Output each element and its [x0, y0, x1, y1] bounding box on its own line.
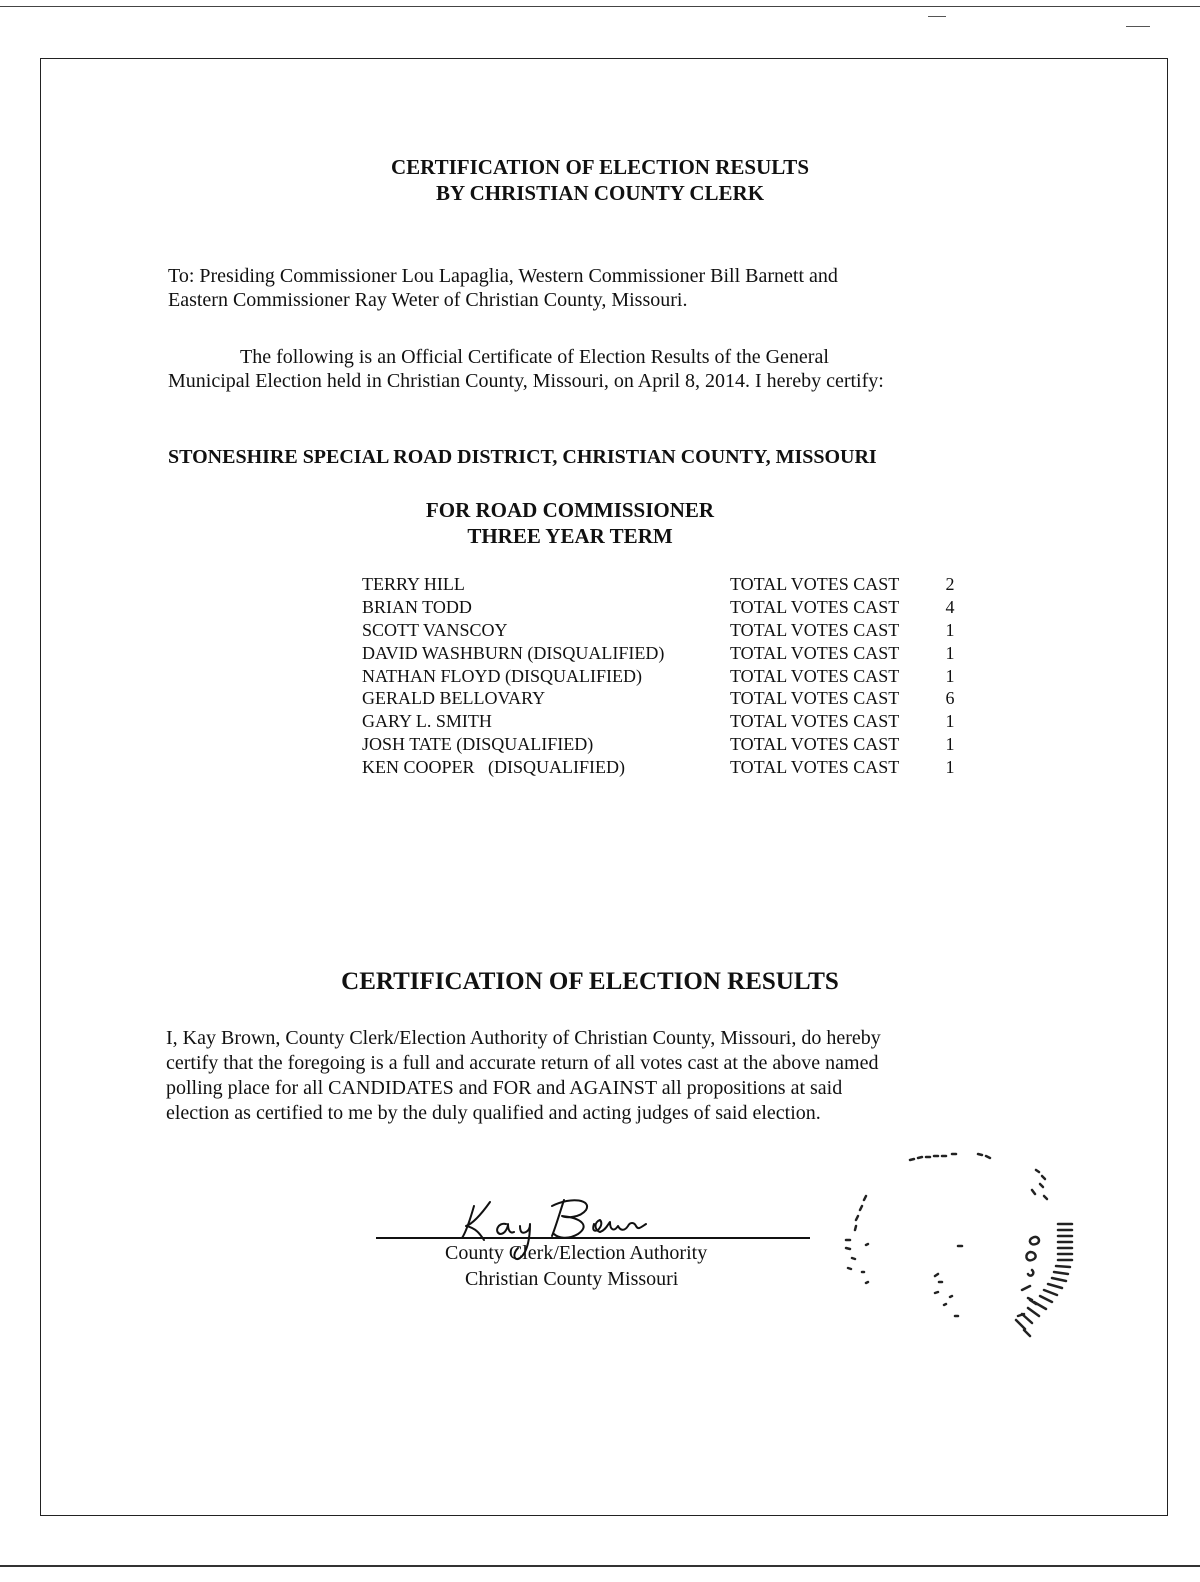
vote-count: 2 — [945, 574, 955, 595]
scan-mark — [928, 16, 946, 17]
intro-line: Municipal Election held in Christian County, Missouri, on April 8, 2014. I hereby certify: — [168, 370, 884, 392]
votes-label: TOTAL VOTES CAST — [730, 642, 900, 663]
signer-title: County Clerk/Election Authority — [445, 1242, 708, 1264]
table-row — [362, 641, 970, 664]
table-row — [362, 573, 970, 596]
votes-label: TOTAL VOTES CAST — [730, 574, 900, 595]
vote-count: 4 — [945, 597, 955, 618]
signature-line — [376, 1237, 810, 1239]
candidate-name: GERALD BELLOVARY — [362, 688, 546, 709]
certification-statement — [166, 1026, 1066, 1126]
certification-line: I, Kay Brown, County Clerk/Election Authority of Christian County, Missouri, do hereby — [166, 1027, 881, 1049]
vote-count: 6 — [945, 688, 955, 709]
vote-count: 1 — [945, 711, 955, 732]
candidate-name: GARY L. SMITH — [362, 711, 492, 732]
document-subtitle: BY CHRISTIAN COUNTY CLERK — [435, 181, 765, 205]
candidate-name: TERRY HILL — [362, 574, 465, 595]
addressee-line: To: Presiding Commissioner Lou Lapaglia, Western Commissioner Bill Barnett and — [168, 265, 838, 287]
candidate-name: JOSH TATE (DISQUALIFIED) — [362, 733, 594, 754]
certification-line: certify that the foregoing is a full and accurate return of all votes cast at the above named — [166, 1052, 879, 1074]
table-row — [362, 710, 970, 733]
term-heading: THREE YEAR TERM — [467, 524, 673, 548]
addressee-line: Eastern Commissioner Ray Weter of Christian County, Missouri. — [168, 289, 688, 311]
document-title: CERTIFICATION OF ELECTION RESULTS — [390, 155, 809, 179]
table-row — [362, 664, 970, 687]
candidate-name: KEN COOPER (DISQUALIFIED) — [362, 756, 625, 777]
votes-label: TOTAL VOTES CAST — [730, 619, 900, 640]
office-heading: FOR ROAD COMMISSIONER — [425, 498, 715, 522]
votes-label: TOTAL VOTES CAST — [730, 733, 900, 754]
votes-label: TOTAL VOTES CAST — [730, 665, 900, 686]
county-seal-icon — [818, 1140, 1098, 1390]
addressee-paragraph — [168, 264, 1048, 312]
vote-count: 1 — [945, 733, 955, 754]
candidate-name: DAVID WASHBURN (DISQUALIFIED) — [362, 642, 665, 663]
candidate-name: SCOTT VANSCOY — [362, 619, 508, 640]
vote-count: 1 — [945, 756, 955, 777]
vote-count: 1 — [945, 642, 955, 663]
votes-label: TOTAL VOTES CAST — [730, 597, 900, 618]
votes-label: TOTAL VOTES CAST — [730, 711, 900, 732]
candidate-name: NATHAN FLOYD (DISQUALIFIED) — [362, 665, 642, 686]
district-heading: STONESHIRE SPECIAL ROAD DISTRICT, CHRISTIAN COUNTY, MISSOURI — [168, 446, 877, 468]
table-row — [362, 687, 970, 710]
scan-mark — [1126, 26, 1150, 27]
table-row — [362, 619, 970, 642]
certification-line: polling place for all CANDIDATES and FOR and AGAINST all propositions at said — [166, 1077, 843, 1099]
certification-line: election as certified to me by the duly qualified and acting judges of said election. — [166, 1102, 821, 1124]
results-table — [362, 573, 970, 778]
votes-label: TOTAL VOTES CAST — [730, 756, 900, 777]
table-row — [362, 733, 970, 756]
signer-county: Christian County Missouri — [465, 1268, 679, 1290]
scan-edge-bottom — [0, 1565, 1200, 1567]
scan-edge-top — [0, 6, 1200, 7]
candidate-name: BRIAN TODD — [362, 597, 472, 618]
intro-line: The following is an Official Certificate of Election Results of the General — [240, 346, 829, 368]
table-row — [362, 596, 970, 619]
vote-count: 1 — [945, 619, 955, 640]
intro-paragraph — [168, 345, 1048, 393]
table-row — [362, 755, 970, 778]
votes-label: TOTAL VOTES CAST — [730, 688, 900, 709]
certification-title: CERTIFICATION OF ELECTION RESULTS — [341, 968, 839, 995]
vote-count: 1 — [945, 665, 955, 686]
